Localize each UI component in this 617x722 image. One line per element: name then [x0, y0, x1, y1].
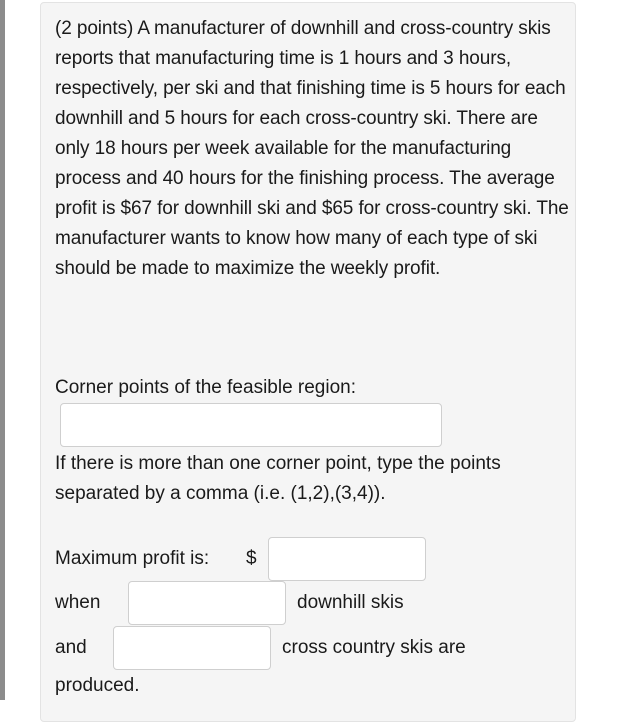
instruction-line-1: If there is more than one corner point, type the points — [55, 453, 501, 474]
max-profit-input[interactable] — [268, 537, 426, 581]
cross-country-skis-input[interactable] — [113, 626, 271, 670]
and-label: and — [55, 637, 87, 658]
instruction-line-2: separated by a comma (i.e. (1,2),(3,4)). — [55, 483, 386, 504]
max-profit-label: Maximum profit is: — [55, 548, 210, 569]
dollar-sign: $ — [246, 548, 257, 569]
corner-points-input[interactable] — [60, 403, 442, 447]
produced-label: produced. — [55, 675, 140, 696]
downhill-skis-input[interactable] — [128, 581, 286, 625]
when-label: when — [55, 592, 101, 613]
left-border — [0, 0, 5, 700]
corner-points-label: Corner points of the feasible region: — [55, 377, 357, 398]
downhill-skis-label: downhill skis — [297, 592, 404, 613]
problem-statement: (2 points) A manufacturer of downhill and cross-country skis reports that manufacturing time is 1 hours and 3 hours, respectively, per ski and that finishing time is 5 hours for each downhill and 5 hours for each cross-country ski. There are only 18 hours per week available for the manufacturing process and 40 hours for the finishing process. The average profit is $67 for downhill ski and $65 for cross-country ski. The manufacturer wants to know how many of each type of ski should be made to maximize the weekly profit. — [55, 18, 569, 279]
cross-country-skis-label: cross country skis are — [282, 637, 466, 658]
